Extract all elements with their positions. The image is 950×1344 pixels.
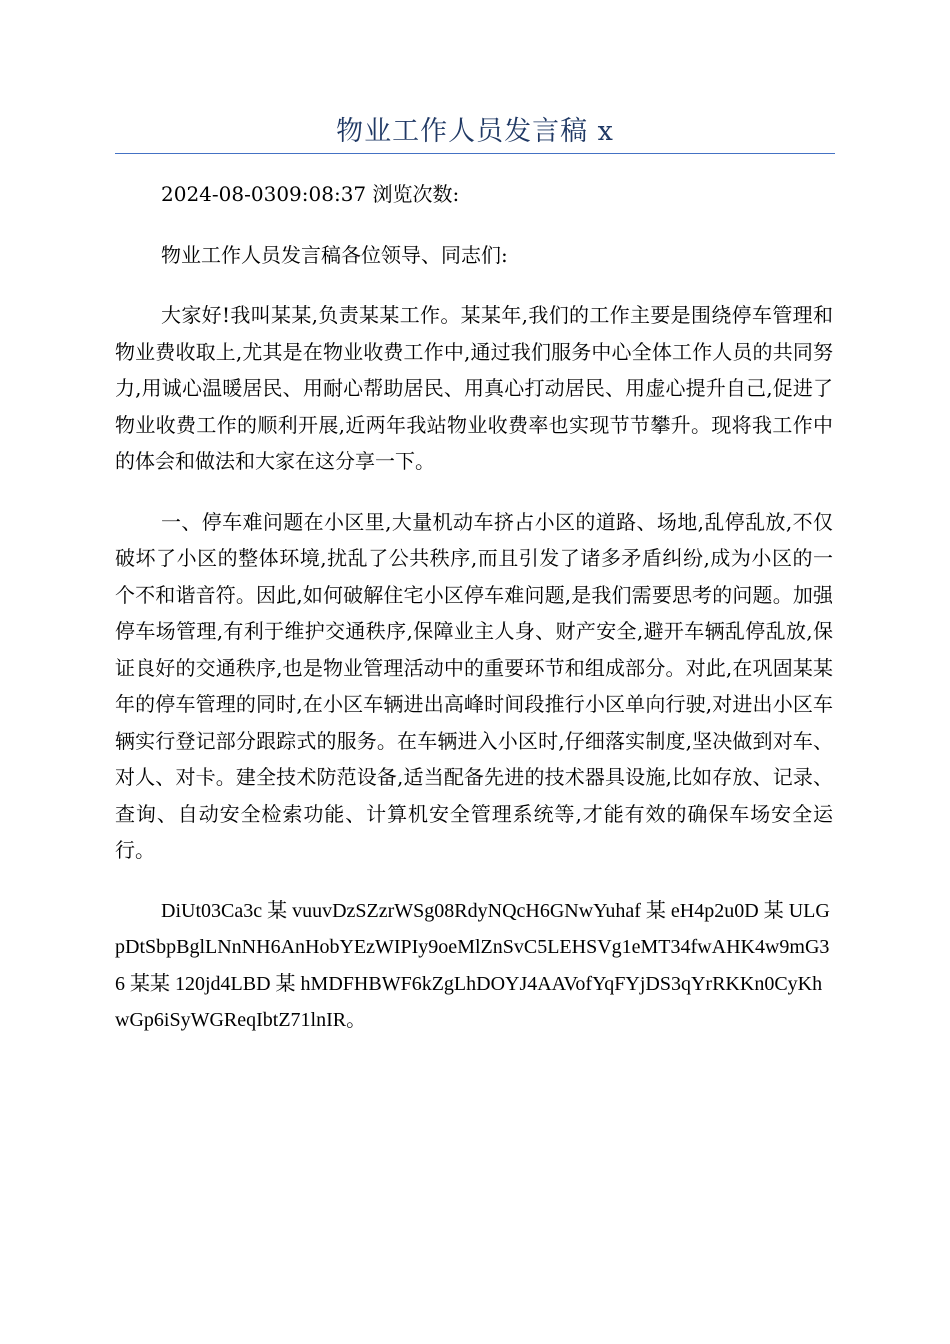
salutation: 物业工作人员发言稿各位领导、同志们: bbox=[161, 242, 508, 267]
paragraph-parking: 一、停车难问题在小区里,大量机动车挤占小区的道路、场地,乱停乱放,不仅破坏了小区的整体环境,扰乱了公共秩序,而且引发了诸多矛盾纠纷,成为小区的一个不和谐音符。因此,如何破解住宅小区停车难问题,是我们需要思考的问题。加强停车场管理,有利于维护交通秩序,保障业主人身、财产安全,避开车辆乱停乱放,保证良好的交通秩序,也是物业管理活动中的重要环节和组成部分。对此,在巩固某某年的停车管理的同时,在小区车辆进出高峰时间段推行小区单向行驶,对进出小区车辆实行登记部分跟踪式的服务。在车辆进入小区时,仔细落实制度,坚决做到对车、对人、对卡。建全技术防范设备,适当配备先进的技术器具设施,比如存放、记录、查询、自动安全检索功能、计算机安全管理系统等,才能有效的确保车场安全运行。 bbox=[115, 509, 833, 862]
document-body bbox=[115, 176, 833, 1063]
meta-line: 2024-08-0309:08:37 浏览次数: bbox=[161, 182, 460, 206]
paragraph-intro: 大家好!我叫某某,负责某某工作。某某年,我们的工作主要是围绕停车管理和物业费收取上,尤其是在物业收费工作中,通过我们服务中心全体工作人员的共同努力,用诚心温暖居民、用耐心帮助居民、用真心打动居民、用虚心提升自己,促进了物业收费工作的顺利开展,近两年我站物业收费率也实现节节攀升。现将我工作中的体会和做法和大家在这分享一下。 bbox=[115, 303, 833, 473]
paragraph-garbled-text: DiUt03Ca3c 某 vuuvDzSZzrWSg08RdyNQcH6GNwYuhaf 某 eH4p2u0D 某 ULGpDtSbpBglLNnNH6AnHobYEzWIPIy9oeMlZnSvC5LEHSVg1eMT34fwAHK4w9mG36 某某 120jd4LBD 某 hMDFHBWF6kZgLhDOYJ4AAVofYqFYjDS3qYrRKKn0CyKhwGp6iSyWGReqIbtZ71lnIR。 bbox=[115, 899, 830, 1031]
title-underline bbox=[115, 153, 835, 154]
document-title: 物业工作人员发言稿 x bbox=[336, 116, 614, 147]
